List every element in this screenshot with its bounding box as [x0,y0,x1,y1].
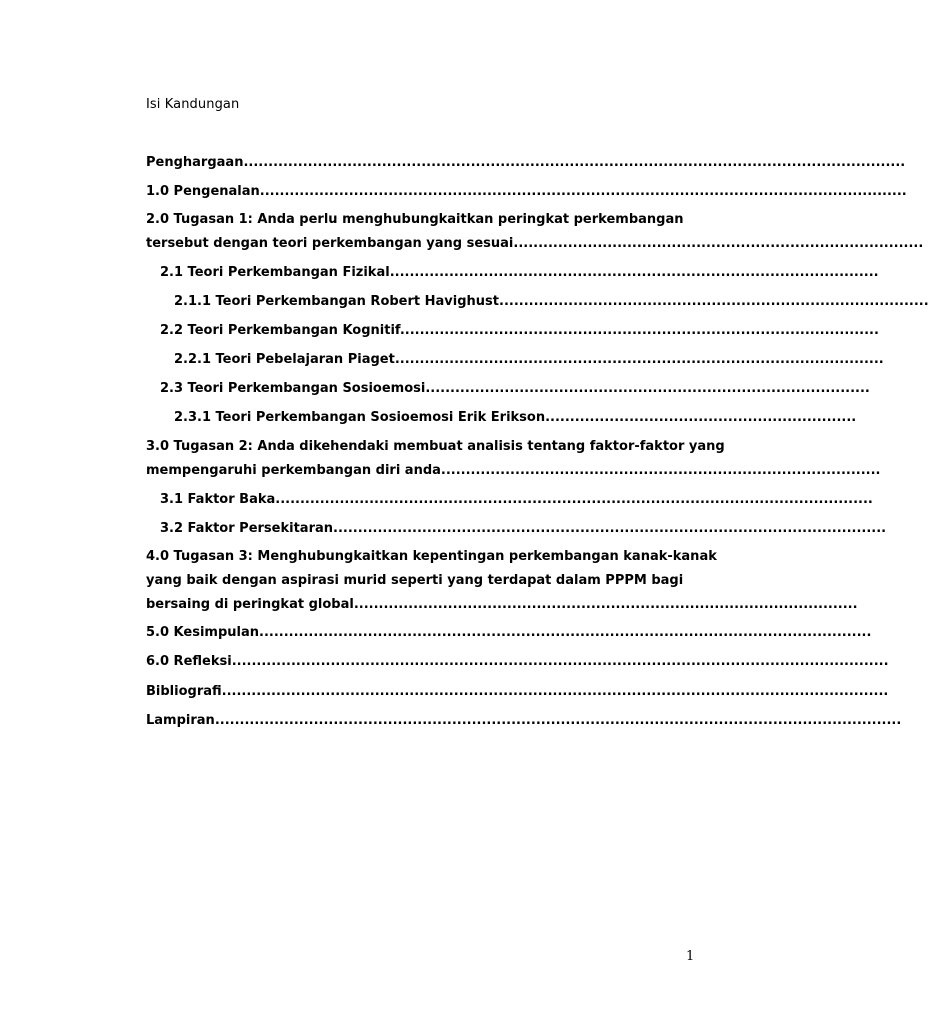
toc-leader-dots: ...................................................................................................................................... [243,155,906,170]
toc-entry-label: 2.3 Teori Perkembangan Sosioemosi [160,381,426,396]
toc-entry-label: 6.0 Refleksi [146,654,232,669]
toc-entry-lampiran[interactable] [146,710,902,732]
toc-entry-tugasan-1-line2[interactable] [146,233,924,255]
toc-leader-dots: ................................................................................................... [389,265,879,280]
toc-entry-label: Bibliografi [146,684,222,699]
toc-entry-label: 4.0 Tugasan 3: Menghubungkaitkan kepentingan perkembangan kanak-kanak [146,549,717,564]
toc-leader-dots: ...................................................................................................... [353,597,858,612]
toc-entry-2-1-1[interactable] [174,291,929,313]
toc-leader-dots: ............................................................... [545,410,857,425]
toc-entry-3-1[interactable] [160,489,873,511]
toc-entry-label: Lampiran [146,713,215,728]
toc-entry-label: bersaing di peringkat global [146,597,354,612]
toc-leader-dots: ............................................................................................................................ [259,625,872,640]
toc-entry-label: 2.0 Tugasan 1: Anda perlu menghubungkaitkan peringkat perkembangan [146,212,684,227]
toc-entry-label: yang baik dengan aspirasi murid seperti yang terdapat dalam PPPM bagi [146,573,684,588]
toc-entry-kesimpulan[interactable] [146,622,872,644]
toc-entry-2-2-1[interactable] [174,349,884,371]
toc-leader-dots: ....................................................................................... [499,294,929,309]
toc-entry-penghargaan[interactable] [146,152,906,174]
toc-leader-dots: ................................................................................................... [394,352,884,367]
toc-entry-tugasan-2-line1[interactable] [146,436,725,458]
toc-leader-dots: ......................................................................................................................... [275,492,873,507]
toc-entry-refleksi[interactable] [146,651,889,673]
toc-title: Isi Kandungan [146,97,240,112]
toc-leader-dots: ................................................................................................................................... [259,184,907,199]
toc-entry-label: mempengaruhi perkembangan diri anda [146,463,441,478]
toc-entry-label: 2.3.1 Teori Perkembangan Sosioemosi Erik Erikson [174,410,546,425]
toc-entry-tugasan-3-line2[interactable] [146,570,708,592]
toc-entry-label: 2.1 Teori Perkembangan Fizikal [160,265,390,280]
toc-entry-label: 3.0 Tugasan 2: Anda dikehendaki membuat analisis tentang faktor-faktor yang [146,439,725,454]
toc-leader-dots: ......................................................................................... [440,463,881,478]
toc-leader-dots: ................................................................................................................ [333,521,887,536]
toc-entry-pengenalan[interactable] [146,181,907,203]
toc-entry-2-3-1[interactable] [174,407,857,429]
toc-leader-dots: ................................................................................................. [399,323,879,338]
toc-entry-2-2[interactable] [160,320,879,342]
toc-leader-dots: ................................................................................... [513,236,924,251]
toc-entry-tugasan-3-line3[interactable] [146,594,858,616]
toc-entry-label: 2.2 Teori Perkembangan Kognitif [160,323,400,338]
toc-entry-3-2[interactable] [160,518,887,540]
toc-entry-2-1[interactable] [160,262,879,284]
toc-entry-tugasan-1-line1[interactable] [146,209,708,231]
toc-entry-label: tersebut dengan teori perkembangan yang sesuai [146,236,514,251]
toc-entry-label: 2.2.1 Teori Pebelajaran Piaget [174,352,395,367]
toc-leader-dots: ..................................................................................................................................... [231,654,889,669]
toc-entry-label: 5.0 Kesimpulan [146,625,260,640]
toc-entry-bibliografi[interactable] [146,681,889,703]
toc-entry-label: 2.1.1 Teori Perkembangan Robert Havighust [174,294,499,309]
toc-entry-label: 1.0 Pengenalan [146,184,260,199]
toc-entry-tugasan-2-line2[interactable] [146,460,881,482]
toc-entry-tugasan-3-line1[interactable] [146,546,717,568]
toc-leader-dots: .......................................................................................... [425,381,870,396]
toc-entry-label: Penghargaan [146,155,244,170]
toc-entry-label: 3.2 Faktor Persekitaran [160,521,334,536]
page-number: 1 [686,949,695,964]
toc-leader-dots: ........................................................................................................................................... [214,713,902,728]
toc-entry-2-3[interactable] [160,378,870,400]
toc-leader-dots: ....................................................................................................................................... [221,684,889,699]
toc-entry-label: 3.1 Faktor Baka [160,492,276,507]
